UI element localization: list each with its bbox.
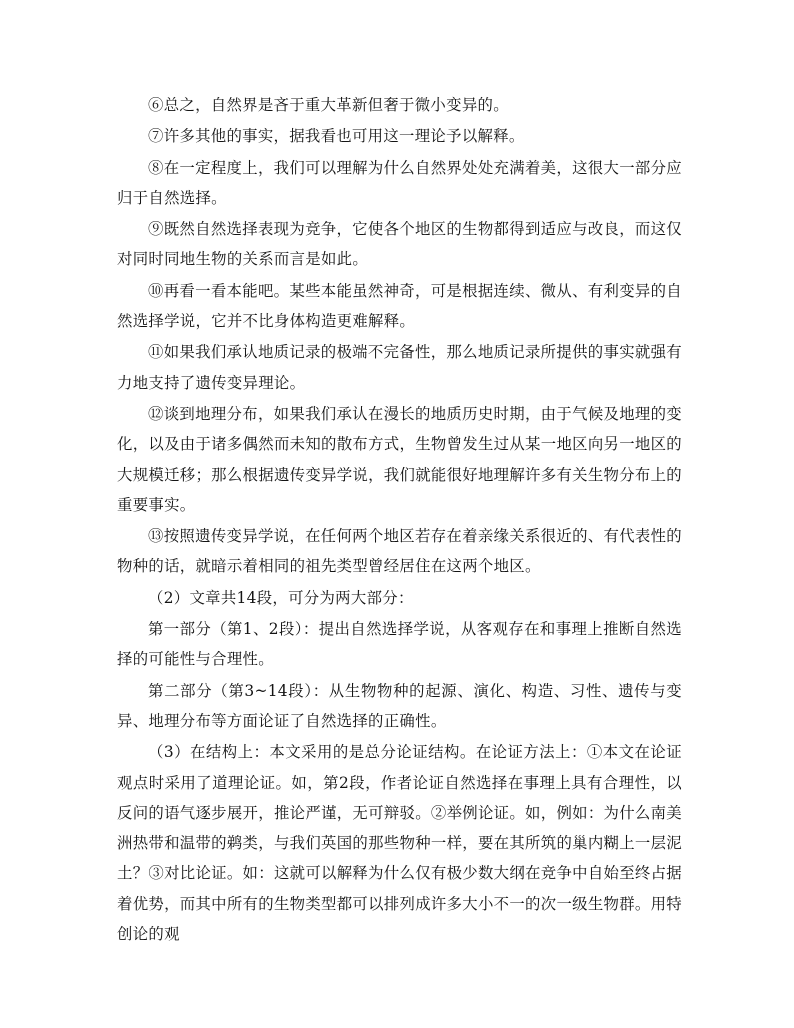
paragraph-12: ⑫谈到地理分布，如果我们承认在漫长的地质历史时期，由于气候及地理的变化，以及由于诸多偶然而未知的散布方式，生物曾发生过从某一地区向另一地区的大规模迁移；那么根据遗传变异学说，我们就能很好地理解许多有关生物分布上的重要事实。 xyxy=(117,404,682,514)
paragraph-13: ⑬按照遗传变异学说，在任何两个地区若存在着亲缘关系很近的、有代表性的物种的话，就暗示着相同的祖先类型曾经居住在这两个地区。 xyxy=(117,527,682,576)
answer-3: （3）在结构上：本文采用的是总分论证结构。在论证方法上：①本文在论证观点时采用了道理论证。如，第2段，作者论证自然选择在事理上具有合理性，以反问的语气逐步展开，推论严谨，无可辩驳。②举例论证。如，例如：为什么南美洲热带和温带的鹈类，与我们英国的那些物种一样，要在其所筑的巢内糊上一层泥土？③对比论证。如：这就可以解释为什么仅有极少数大纲在竞争中自始至终占据着优势，而其中所有的生物类型都可以排列成许多大小不一的次一级生物群。用特创论的观 xyxy=(117,743,682,944)
paragraph-9: ⑨既然自然选择表现为竞争，它使各个地区的生物都得到适应与改良，而这仅对同时同地生物的关系而言是如此。 xyxy=(117,220,682,269)
answer-2-part-1: 第一部分（第1、2段）：提出自然选择学说，从客观存在和事理上推断自然选择的可能性与合理性。 xyxy=(117,620,682,669)
paragraph-8: ⑧在一定程度上，我们可以理解为什么自然界处处充满着美，这很大一部分应归于自然选择。 xyxy=(117,158,682,207)
answer-2-heading: （2）文章共14段，可分为两大部分： xyxy=(148,588,414,607)
answer-2-part-2: 第二部分（第3~14段）：从生物物种的起源、演化、构造、习性、遗传与变异、地理分布等方面论证了自然选择的正确性。 xyxy=(117,681,682,730)
paragraph-6: ⑥总之，自然界是吝于重大革新但奢于微小变异的。 xyxy=(148,96,509,114)
paragraph-7: ⑦许多其他的事实，据我看也可用这一理论予以解释。 xyxy=(148,127,525,146)
document-page xyxy=(117,90,682,949)
paragraph-10: ⑩再看一看本能吧。某些本能虽然神奇，可是根据连续、微从、有利变异的自然选择学说，它并不比身体构造更难解释。 xyxy=(117,281,682,331)
paragraph-11: ⑪如果我们承认地质记录的极端不完备性，那么地质记录所提供的事实就强有力地支持了遗传变异理论。 xyxy=(117,343,682,392)
